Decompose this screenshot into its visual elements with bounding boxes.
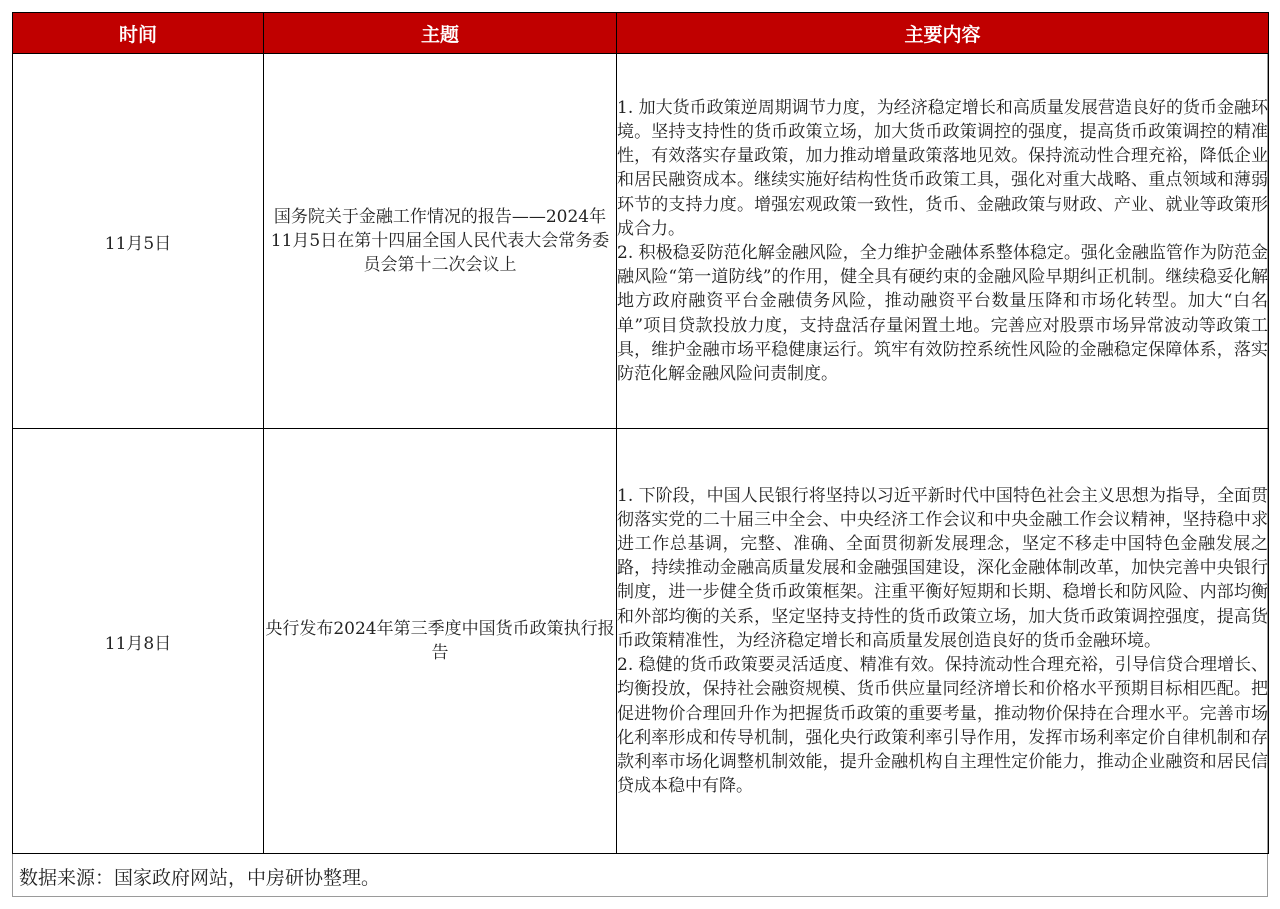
header-content: 主要内容 xyxy=(617,13,1269,54)
table-header-row xyxy=(13,13,1269,54)
table-row xyxy=(13,54,1269,429)
header-topic: 主题 xyxy=(264,13,617,54)
content-paragraph: 1. 加大货币政策逆周期调节力度，为经济稳定增长和高质量发展营造良好的货币金融环境。坚持支持性的货币政策立场，加大货币政策调控的强度，提高货币政策调控的精准性，有效落实存量政策，加力推动增量政策落地见效。保持流动性合理充裕，降低企业和居民融资成本。继续实施好结构性货币政策工具，强化对重大战略、重点领域和薄弱环节的支持力度。增强宏观政策一致性，货币、金融政策与财政、产业、就业等政策形成合力。 xyxy=(617,97,1268,239)
row-content xyxy=(617,429,1269,854)
data-source-note: 数据来源：国家政府网站，中房研协整理。 xyxy=(19,867,381,889)
content-paragraph: 2. 积极稳妥防范化解金融风险，全力维护金融体系整体稳定。强化金融监管作为防范金融风险“第一道防线”的作用，健全具有硬约束的金融风险早期纠正机制。继续稳妥化解地方政府融资平台金融债务风险，推动融资平台数量压降和市场化转型。加大“白名单”项目贷款投放力度，支持盘活存量闲置土地。完善应对股票市场异常波动等政策工具，维护金融市场平稳健康运行。筑牢有效防控系统性风险的金融稳定保障体系，落实防范化解金融风险问责制度。 xyxy=(617,243,1268,385)
row-topic: 国务院关于金融工作情况的报告——2024年11月5日在第十四届全国人民代表大会常务委员会第十二次会议上 xyxy=(264,54,617,429)
row-date: 11月8日 xyxy=(13,429,264,854)
table-row xyxy=(13,429,1269,854)
row-date: 11月5日 xyxy=(13,54,264,429)
row-topic: 央行发布2024年第三季度中国货币政策执行报告 xyxy=(264,429,617,854)
row-content xyxy=(617,54,1269,429)
header-time: 时间 xyxy=(13,13,264,54)
content-paragraph: 1. 下阶段，中国人民银行将坚持以习近平新时代中国特色社会主义思想为指导，全面贯彻落实党的二十届三中全会、中央经济工作会议和中央金融工作会议精神，坚持稳中求进工作总基调，完整、准确、全面贯彻新发展理念，坚定不移走中国特色金融发展之路，持续推动金融高质量发展和金融强国建设，深化金融体制改革，加快完善中央银行制度，进一步健全货币政策框架。注重平衡好短期和长期、稳增长和防风险、内部均衡和外部均衡的关系，坚定坚持支持性的货币政策立场，加大货币政策调控强度，提高货币政策精准性，为经济稳定增长和高质量发展创造良好的货币金融环境。 xyxy=(617,485,1268,651)
content-paragraph: 2. 稳健的货币政策要灵活适度、精准有效。保持流动性合理充裕，引导信贷合理增长、均衡投放，保持社会融资规模、货币供应量同经济增长和价格水平预期目标相匹配。把促进物价合理回升作为把握货币政策的重要考量，推动物价保持在合理水平。完善市场化利率形成和传导机制，强化央行政策利率引导作用，发挥市场利率定价自律机制和存款利率市场化调整机制效能，提升金融机构自主理性定价能力，推动企业融资和居民信贷成本稳中有降。 xyxy=(617,655,1268,797)
policy-table xyxy=(12,12,1269,854)
